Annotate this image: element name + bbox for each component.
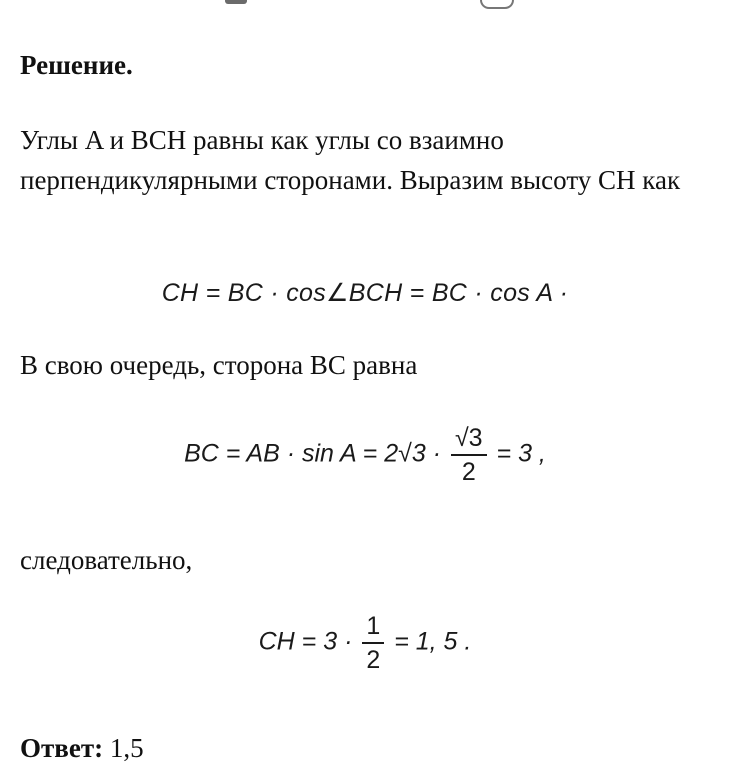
fraction-numerator: 1: [362, 610, 384, 644]
fraction-denominator: 2: [461, 458, 476, 486]
answer-line: [20, 728, 144, 768]
formula-ch-result: [0, 610, 730, 676]
fraction-denominator: 2: [366, 646, 381, 674]
formula-ch-cos: CH = BC · cos∠BCH = BC · cos A ·: [161, 279, 569, 307]
formula-left: CH = 3 ·: [258, 627, 353, 656]
fraction: [451, 422, 487, 488]
formula-left: BC = AB · sin A = 2√3 ·: [184, 439, 441, 468]
paragraph-angles: Углы A и BCH равны как углы со взаимно перпендикулярными сторонами. Выразим высоту CH как: [20, 125, 681, 195]
formula-right: = 3 ,: [496, 439, 546, 468]
answer-value: 1,5: [109, 733, 144, 763]
answer-label: Ответ:: [20, 733, 104, 763]
figure-stroke: [225, 0, 247, 4]
paragraph-therefore: следовательно,: [20, 545, 193, 575]
cropped-figure-remnant: [0, 0, 730, 10]
solution-heading: Решение.: [20, 50, 133, 80]
formula-right: = 1, 5 .: [394, 627, 472, 656]
fraction-numerator: √3: [451, 422, 487, 456]
figure-stroke: [480, 0, 514, 9]
paragraph-bc: В свою очередь, сторона BC равна: [20, 350, 418, 380]
formula-bc-sin: [0, 422, 730, 488]
fraction: [362, 610, 384, 676]
